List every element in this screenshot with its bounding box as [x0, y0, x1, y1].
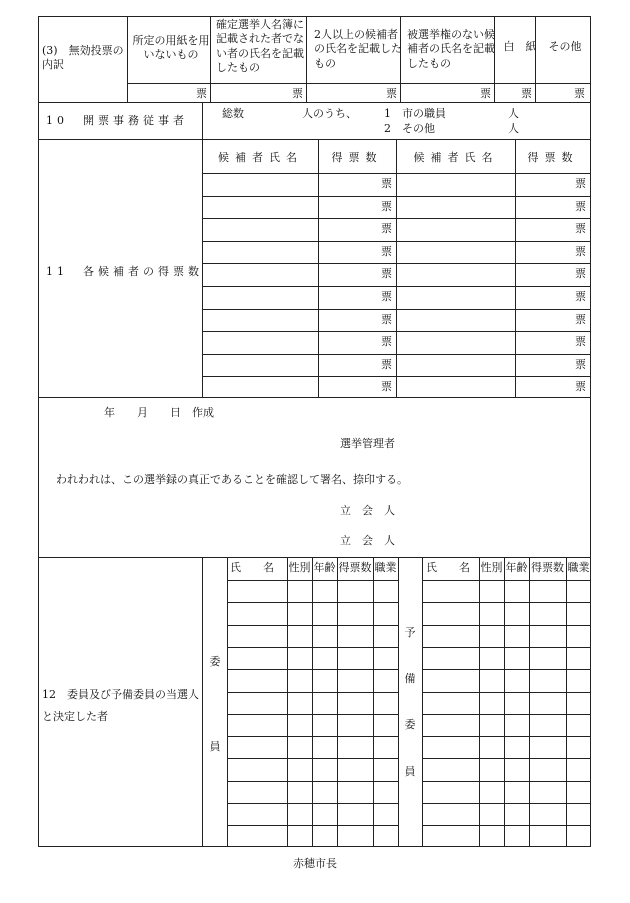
section10-unit: 人	[508, 107, 519, 120]
winner-job-header: 職業	[374, 561, 397, 574]
invalid-ballots-label: (3) 無効投票の内訳	[42, 44, 124, 72]
section10-total: 総数	[222, 107, 244, 120]
votes-unit: 票	[381, 358, 392, 371]
group-committee-char: 委	[209, 655, 221, 668]
section10-label: 10 開票事務従事者	[46, 114, 188, 127]
votes-unit: 票	[381, 245, 392, 258]
invalid-unit: 票	[521, 87, 532, 100]
invalid-unit: 票	[196, 87, 207, 100]
invalid-unit: 票	[480, 87, 491, 100]
votes-unit: 票	[575, 200, 586, 213]
votes-unit: 票	[381, 200, 392, 213]
candidate-name-header: 候補者氏名	[218, 151, 303, 164]
invalid-unit: 票	[386, 87, 397, 100]
invalid-header-blank: 白 紙	[503, 40, 537, 53]
votes-unit: 票	[575, 380, 586, 393]
section11-label: 11 各候補者の得票数	[46, 265, 203, 278]
group-alternate-char: 予	[404, 626, 416, 639]
votes-unit: 票	[575, 313, 586, 326]
alternate-votes-header: 得票数	[531, 561, 564, 574]
votes-header: 得票数	[331, 151, 383, 164]
section10-item2: その他	[402, 122, 435, 135]
group-committee-char: 員	[209, 740, 221, 753]
section10-item2-no: 2	[384, 122, 391, 135]
certification-statement: われわれは、この選挙録の真正であることを確認して署名、捺印する。	[56, 473, 408, 486]
section10-item1: 市の職員	[402, 107, 446, 120]
votes-unit: 票	[575, 358, 586, 371]
votes-header: 得票数	[527, 151, 579, 164]
invalid-header-multiple-names: 2人以上の候補者の氏名を記載したもの	[314, 28, 402, 70]
votes-unit: 票	[575, 222, 586, 235]
invalid-header-other: その他	[548, 40, 582, 53]
witness-label: 立 会 人	[340, 534, 395, 547]
winner-age-header: 年齢	[313, 561, 336, 574]
group-alternate-char: 委	[404, 718, 416, 731]
section10-unit: 人	[508, 122, 519, 135]
alternate-sex-header: 性別	[480, 561, 503, 574]
votes-unit: 票	[575, 245, 586, 258]
alternate-job-header: 職業	[567, 561, 590, 574]
votes-unit: 票	[575, 290, 586, 303]
witness-label: 立 会 人	[340, 504, 395, 517]
group-alternate-char: 員	[404, 765, 416, 778]
invalid-header-ineligible: 被選挙権のない候補者の氏名を記載したもの	[407, 28, 495, 70]
invalid-unit: 票	[574, 87, 585, 100]
invalid-unit: 票	[292, 87, 303, 100]
group-alternate-char: 備	[404, 672, 416, 685]
votes-unit: 票	[381, 222, 392, 235]
alternate-age-header: 年齢	[505, 561, 528, 574]
votes-unit: 票	[381, 290, 392, 303]
alternate-name-header: 氏 名	[426, 561, 470, 574]
votes-unit: 票	[575, 335, 586, 348]
invalid-header-not-registered: 確定選挙人名簿に記載された者でない者の氏名を記載したもの	[216, 18, 304, 74]
votes-unit: 票	[381, 380, 392, 393]
election-manager-label: 選挙管理者	[340, 437, 395, 450]
invalid-header-unused-paper: 所定の用紙を用いないもの	[132, 34, 210, 62]
section12-label: 12 委員及び予備委員の当選人と決定した者	[42, 688, 199, 723]
votes-unit: 票	[381, 267, 392, 280]
winner-sex-header: 性別	[288, 561, 311, 574]
votes-unit: 票	[575, 177, 586, 190]
votes-unit: 票	[575, 267, 586, 280]
votes-unit: 票	[381, 335, 392, 348]
creation-date: 年 月 日 作成	[104, 406, 214, 419]
section10-suffix: 人のうち、	[302, 107, 357, 120]
votes-unit: 票	[381, 177, 392, 190]
section10-item1-no: 1	[384, 107, 391, 120]
votes-unit: 票	[381, 313, 392, 326]
winner-votes-header: 得票数	[338, 561, 372, 574]
winner-name-header: 氏 名	[230, 561, 274, 574]
issuer-label: 赤穂市長	[293, 857, 337, 870]
candidate-name-header: 候補者氏名	[413, 151, 499, 164]
